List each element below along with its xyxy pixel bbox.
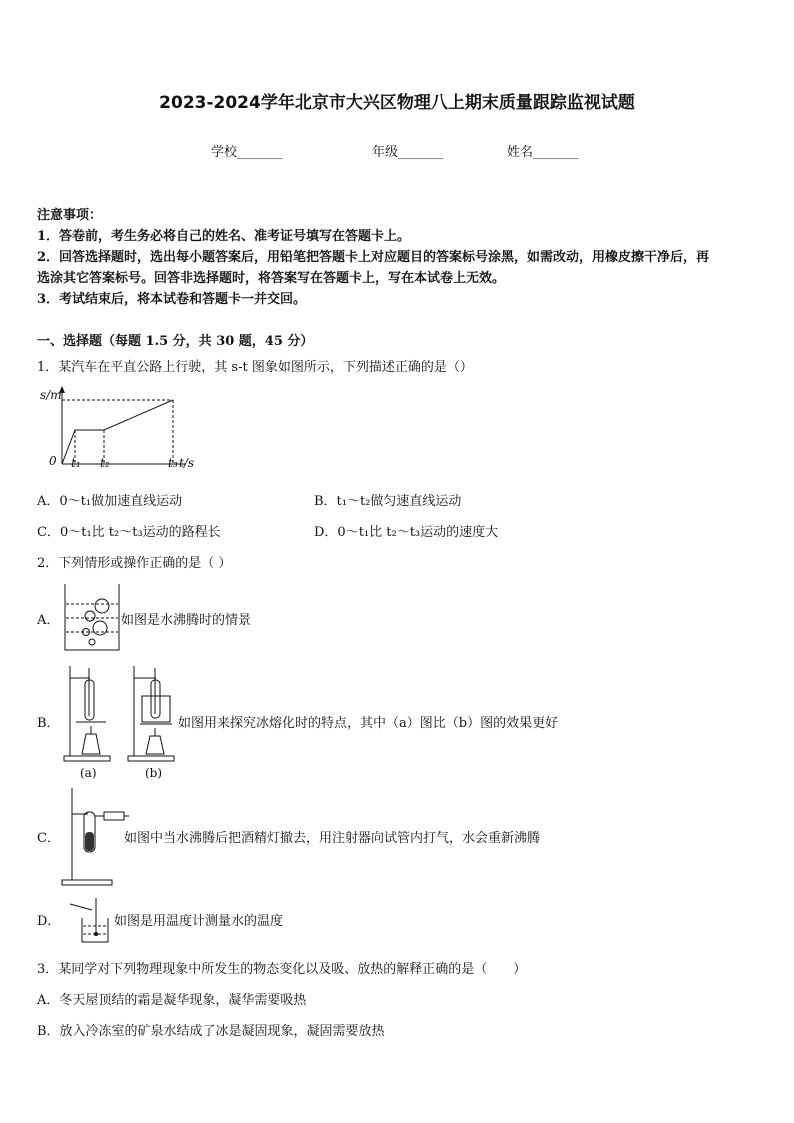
option-d-text: 如图是用温度计测量水的温度	[114, 914, 284, 929]
setup-b	[128, 666, 174, 761]
option-d-label: D．	[37, 914, 61, 929]
option-c-label: C．	[37, 831, 60, 846]
notice-item: 2．回答选择题时，选出每小题答案后，用铅笔把答题卡上对应题目的答案标号涂黑，如需改动，用橡皮擦干净后，再	[37, 250, 710, 265]
question-1-stem: 1．某汽车在平直公路上行驶，其 s-t 图象如图所示，下列描述正确的是（）	[37, 360, 473, 375]
stand-base	[62, 880, 112, 885]
bubble	[93, 621, 107, 635]
burner	[82, 734, 100, 754]
beaker	[65, 584, 119, 650]
option-c: C．0～t₁比 t₂～t₃运动的路程长	[37, 525, 221, 540]
setup-a	[64, 666, 110, 761]
notice-heading: 注意事项：	[37, 208, 103, 223]
school-field: 学校_______	[211, 145, 283, 160]
tick-label-t3: t₃	[168, 456, 178, 470]
st-line	[62, 400, 173, 464]
origin-label: 0	[49, 454, 57, 468]
bubble	[85, 611, 95, 621]
question-3-stem: 3．某同学对下列物理现象中所发生的物态变化以及吸、放热的解释正确的是（ ）	[37, 962, 527, 977]
tick-label-t1: t₁	[71, 456, 81, 470]
syringe-setup-figure	[60, 786, 130, 886]
name-field: 姓名_______	[507, 145, 579, 160]
option-a: A．冬天屋顶结的霜是凝华现象，凝华需要吸热	[37, 993, 307, 1008]
option-b-text: 如图用来探究冰熔化时的特点，其中（a）图比（b）图的效果更好	[178, 716, 559, 731]
notice-item: 1．答卷前，考生务必将自己的姓名、准考证号填写在答题卡上。	[37, 229, 411, 244]
burner	[146, 736, 164, 754]
stand-base	[64, 756, 110, 761]
beaker	[82, 918, 108, 942]
stand-base	[128, 756, 174, 761]
figure-caption-b: (b)	[145, 766, 163, 780]
page-title: 2023-2024学年北京市大兴区物理八上期末质量跟踪监视试题	[159, 93, 635, 113]
option-d: D．0～t₁比 t₂～t₃运动的速度大	[314, 525, 499, 540]
option-a-label: A．	[37, 613, 60, 628]
option-b: B．放入冷冻室的矿泉水结成了冰是凝固现象，凝固需要放热	[37, 1024, 385, 1039]
melting-setup-figure	[62, 664, 182, 764]
x-axis-label: t/s	[179, 456, 195, 470]
hand	[70, 904, 92, 910]
bubble	[95, 599, 109, 613]
y-axis-label: s/m	[40, 388, 62, 402]
question-2-stem: 2．下列情形或操作正确的是（ ）	[37, 556, 232, 571]
boiling-beaker-figure	[62, 582, 122, 652]
bubble	[89, 639, 95, 645]
section-heading: 一、选择题（每题 1.5 分，共 30 题，45 分）	[37, 334, 314, 349]
tick-label-t2: t₂	[100, 456, 110, 470]
figure-caption-a: (a)	[80, 766, 97, 780]
option-b-label: B．	[37, 716, 60, 731]
syringe	[104, 812, 124, 820]
water-in-tube	[85, 832, 94, 851]
option-b: B．t₁～t₂做匀速直线运动	[314, 494, 462, 509]
option-c-text: 如图中当水沸腾后把酒精灯撤去，用注射器向试管内打气，水会重新沸腾	[124, 831, 541, 846]
thermometer-figure	[64, 896, 114, 946]
notice-item: 选涂其它答案标号。回答非选择题时，将答案写在答题卡上，写在本试卷上无效。	[37, 271, 506, 286]
notice-item: 3．考试结束后，将本试卷和答题卡一并交回。	[37, 292, 307, 307]
option-a-text: 如图是水沸腾时的情景	[121, 613, 252, 628]
grade-field: 年级_______	[372, 145, 444, 160]
option-a: A．0～t₁做加速直线运动	[37, 494, 183, 509]
